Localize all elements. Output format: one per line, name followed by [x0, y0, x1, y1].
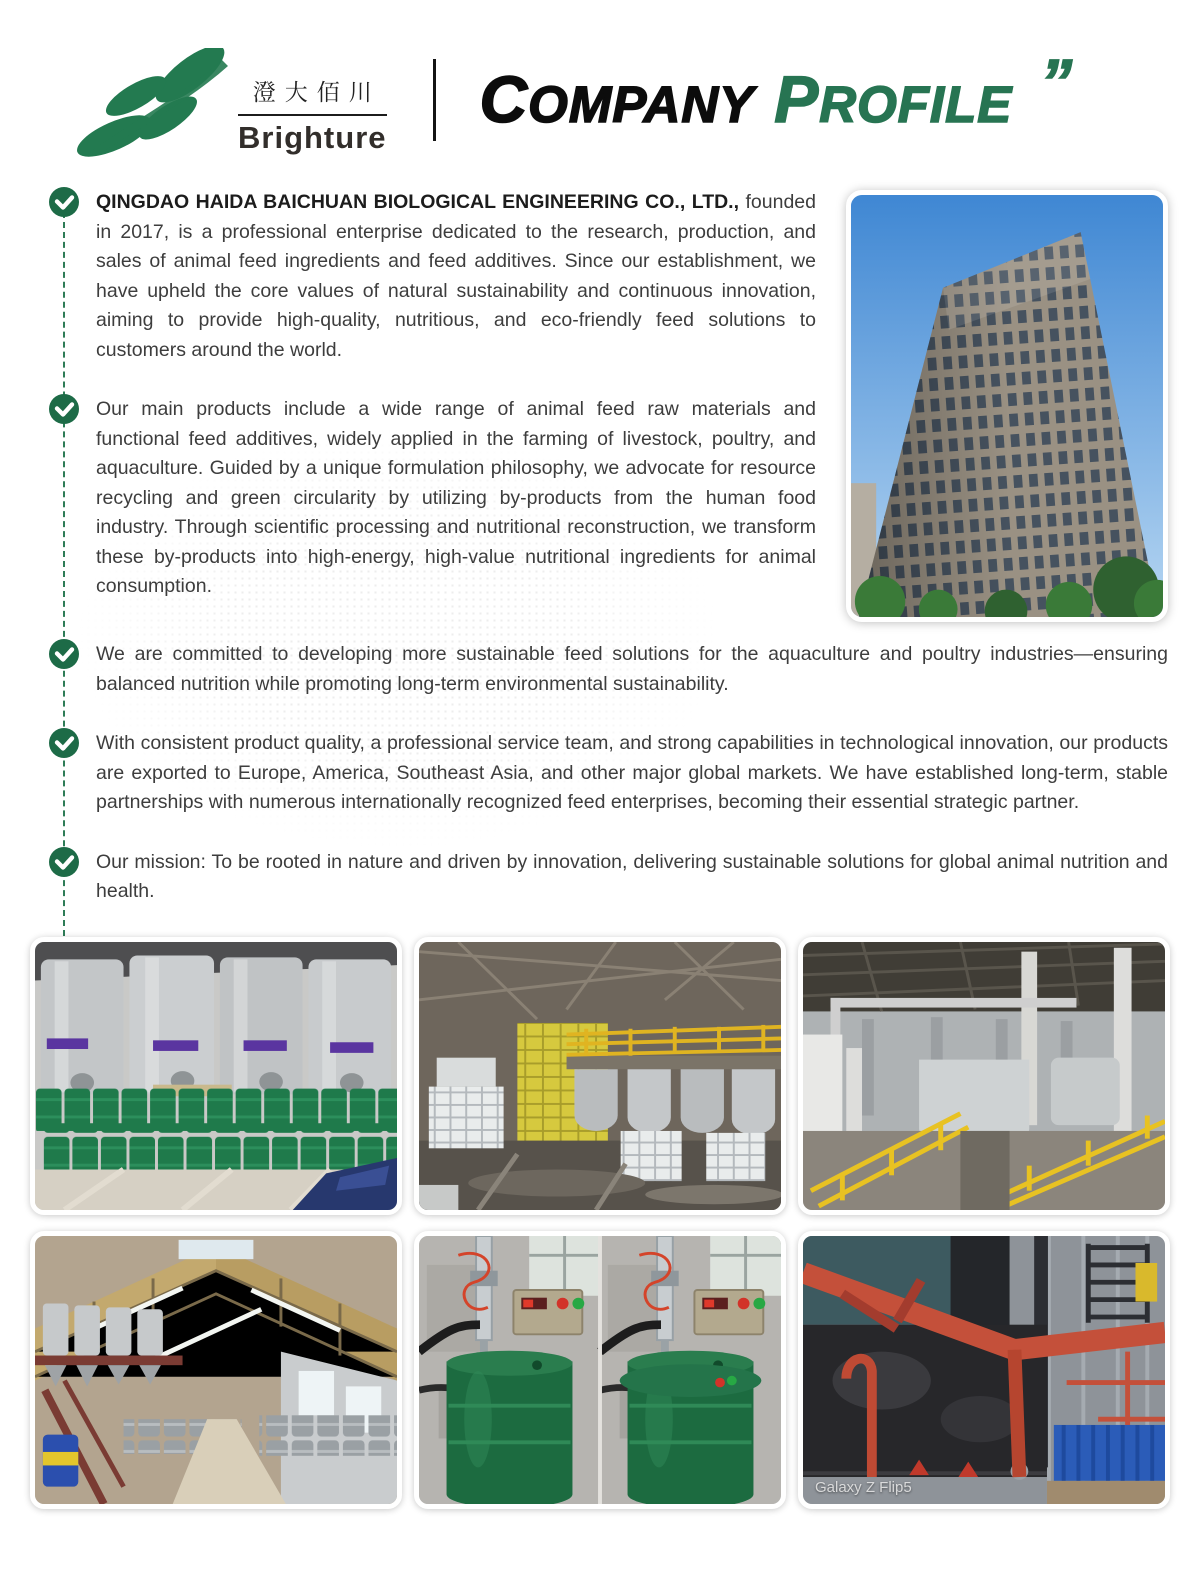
paragraph-text: QINGDAO HAIDA BAICHUAN BIOLOGICAL ENGINEERING CO., LTD., founded in 2017, is a professional enterprise dedicated to the research, production, and sales of animal feed ingredients and feed additives. Since our establishment, we have upheld the core values of natural sustainability and continuous innovation, aiming to provide high-quality, nutritious, and eco-friendly feed solutions to customers around the world. — [96, 191, 816, 361]
company-name-lead: QINGDAO HAIDA BAICHUAN BIOLOGICAL ENGINEERING CO., LTD., — [96, 191, 740, 213]
title-word-profile: PROFILE — [774, 62, 1013, 136]
intro-paragraph-2 — [48, 395, 816, 602]
brand-logo — [72, 48, 387, 160]
factory-photo-grid — [30, 937, 1170, 1509]
check-icon — [48, 727, 80, 759]
check-icon — [48, 186, 80, 218]
quote-mark-icon: ” — [1040, 46, 1070, 118]
check-icon — [48, 638, 80, 670]
camera-watermark: Galaxy Z Flip5 — [815, 1478, 912, 1496]
brighture-leaf-icon — [72, 48, 244, 160]
intro-paragraph-1 — [48, 188, 816, 365]
check-icon — [48, 846, 80, 878]
header-vertical-divider — [433, 59, 436, 141]
page-title — [479, 46, 1070, 137]
photo-workshop-reactor-line — [414, 937, 786, 1215]
intro-paragraph-4 — [48, 729, 1168, 818]
paragraph-text: We are committed to developing more sustainable feed solutions for the aquaculture and poultry industries—ensuring balanced nutrition while promoting long-term environmental sustainability. — [96, 643, 1168, 695]
photo-drum-filling-station — [414, 1231, 786, 1509]
paragraph-text: With consistent product quality, a professional service team, and strong capabilities in technological innovation, our products are exported to Europe, America, Southeast Asia, and other major global markets. We have established long-term, stable partnerships with numerous internationally recognized feed enterprises, becoming their essential strategic partner. — [96, 732, 1168, 813]
title-word-company: COMPANY — [479, 62, 755, 136]
photo-boiler-red-pipes — [798, 1231, 1170, 1509]
intro-paragraph-3 — [48, 640, 1168, 699]
check-icon — [48, 393, 80, 425]
intro-paragraph-5 — [48, 848, 1168, 907]
brand-name-english: Brighture — [238, 120, 387, 155]
photo-plant-yellow-railings — [798, 937, 1170, 1215]
paragraph-text: Our mission: To be rooted in nature and driven by innovation, delivering sustainable solutions for global animal nutrition and health. — [96, 850, 1168, 902]
photo-warehouse-drum-storage — [30, 1231, 402, 1509]
photo-headquarters-building — [846, 190, 1168, 622]
header — [0, 0, 1200, 178]
paragraph-text: Our main products include a wide range of animal feed raw materials and functional feed additives, widely applied in the farming of livestock, poultry, and aquaculture. Guided by a unique formulation philosophy, we advocate for resource recycling and green circularity by utilizing by-products from the human food industry. Through scientific processing and nutritional reconstruction, we transform these by-products into high-energy, high-value nutritional ingredients for animal consumption. — [96, 398, 816, 597]
logo-divider-line — [238, 114, 387, 116]
brand-name-chinese: 澄大佰川 — [252, 79, 381, 105]
photo-storage-tanks-green-drums — [30, 937, 402, 1215]
company-intro-section — [48, 188, 1168, 907]
